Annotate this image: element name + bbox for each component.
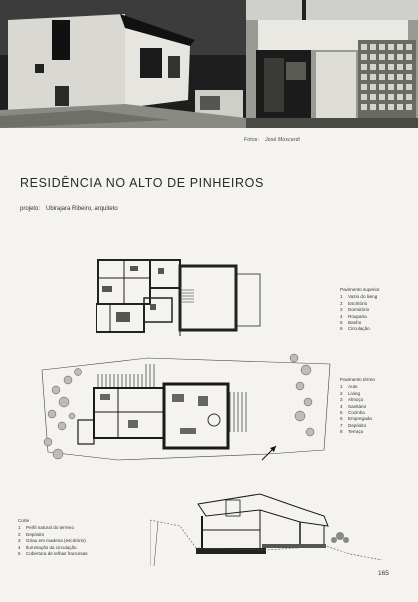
house-exterior-photo — [0, 0, 246, 128]
photo-credit-label: Fotos: — [244, 137, 260, 143]
upper-floor-legend-heading: Pavimento superior — [340, 287, 380, 292]
legend-item: 5 Banho — [340, 320, 362, 326]
legend-item: 8 Terraço — [340, 429, 364, 435]
legend-item: 1 Auto — [340, 384, 358, 390]
legend-item: 7 Depósito — [340, 422, 367, 428]
entrance-detail-photo — [246, 0, 418, 128]
legend-item: 2 Escritório — [340, 300, 368, 306]
ground-floor-legend — [340, 377, 375, 436]
ground-floor-legend-heading: Pavimento térreo — [340, 377, 375, 382]
legend-item: 4 Iluminação da circulação — [18, 544, 77, 550]
legend-item: 5 Cozinha — [340, 410, 365, 416]
project-label: projeto: — [20, 206, 41, 212]
legend-item: 3 Almoço — [340, 397, 364, 403]
page-number: 165 — [378, 570, 389, 577]
section-legend — [18, 518, 88, 557]
legend-item: 3 Girau em madeira (escritório) — [18, 538, 86, 544]
legend-item: 1 Vazio do living — [340, 294, 378, 300]
legend-item: 6 Circulação — [340, 326, 370, 332]
project-credit — [20, 206, 118, 212]
photo-credit — [244, 137, 300, 143]
legend-item: 1 Perfil natural do terreno — [18, 525, 75, 531]
legend-item: 3 Dormitório — [340, 307, 370, 313]
legend-item: 5 Cobertura de telhas francesas — [18, 551, 88, 557]
upper-floor-legend — [340, 287, 380, 333]
architect-name: Ubirajara Ribeiro, arquiteto — [46, 206, 118, 212]
photographer-name: José Moscardi — [265, 137, 300, 143]
legend-item: 2 Living — [340, 390, 361, 396]
section-drawing — [150, 486, 384, 573]
section-legend-heading: Corte — [18, 518, 30, 523]
legend-item: 4 Rouparia — [340, 313, 367, 319]
ground-floor-plan — [38, 350, 334, 475]
legend-item: 2 Depósito — [18, 531, 45, 537]
upper-floor-plan — [96, 258, 262, 341]
legend-item: 4 Sanitário — [340, 403, 367, 409]
legend-item: 6 Empregada — [340, 416, 372, 422]
article-title: RESIDÊNCIA NO ALTO DE PINHEIROS — [20, 176, 264, 190]
